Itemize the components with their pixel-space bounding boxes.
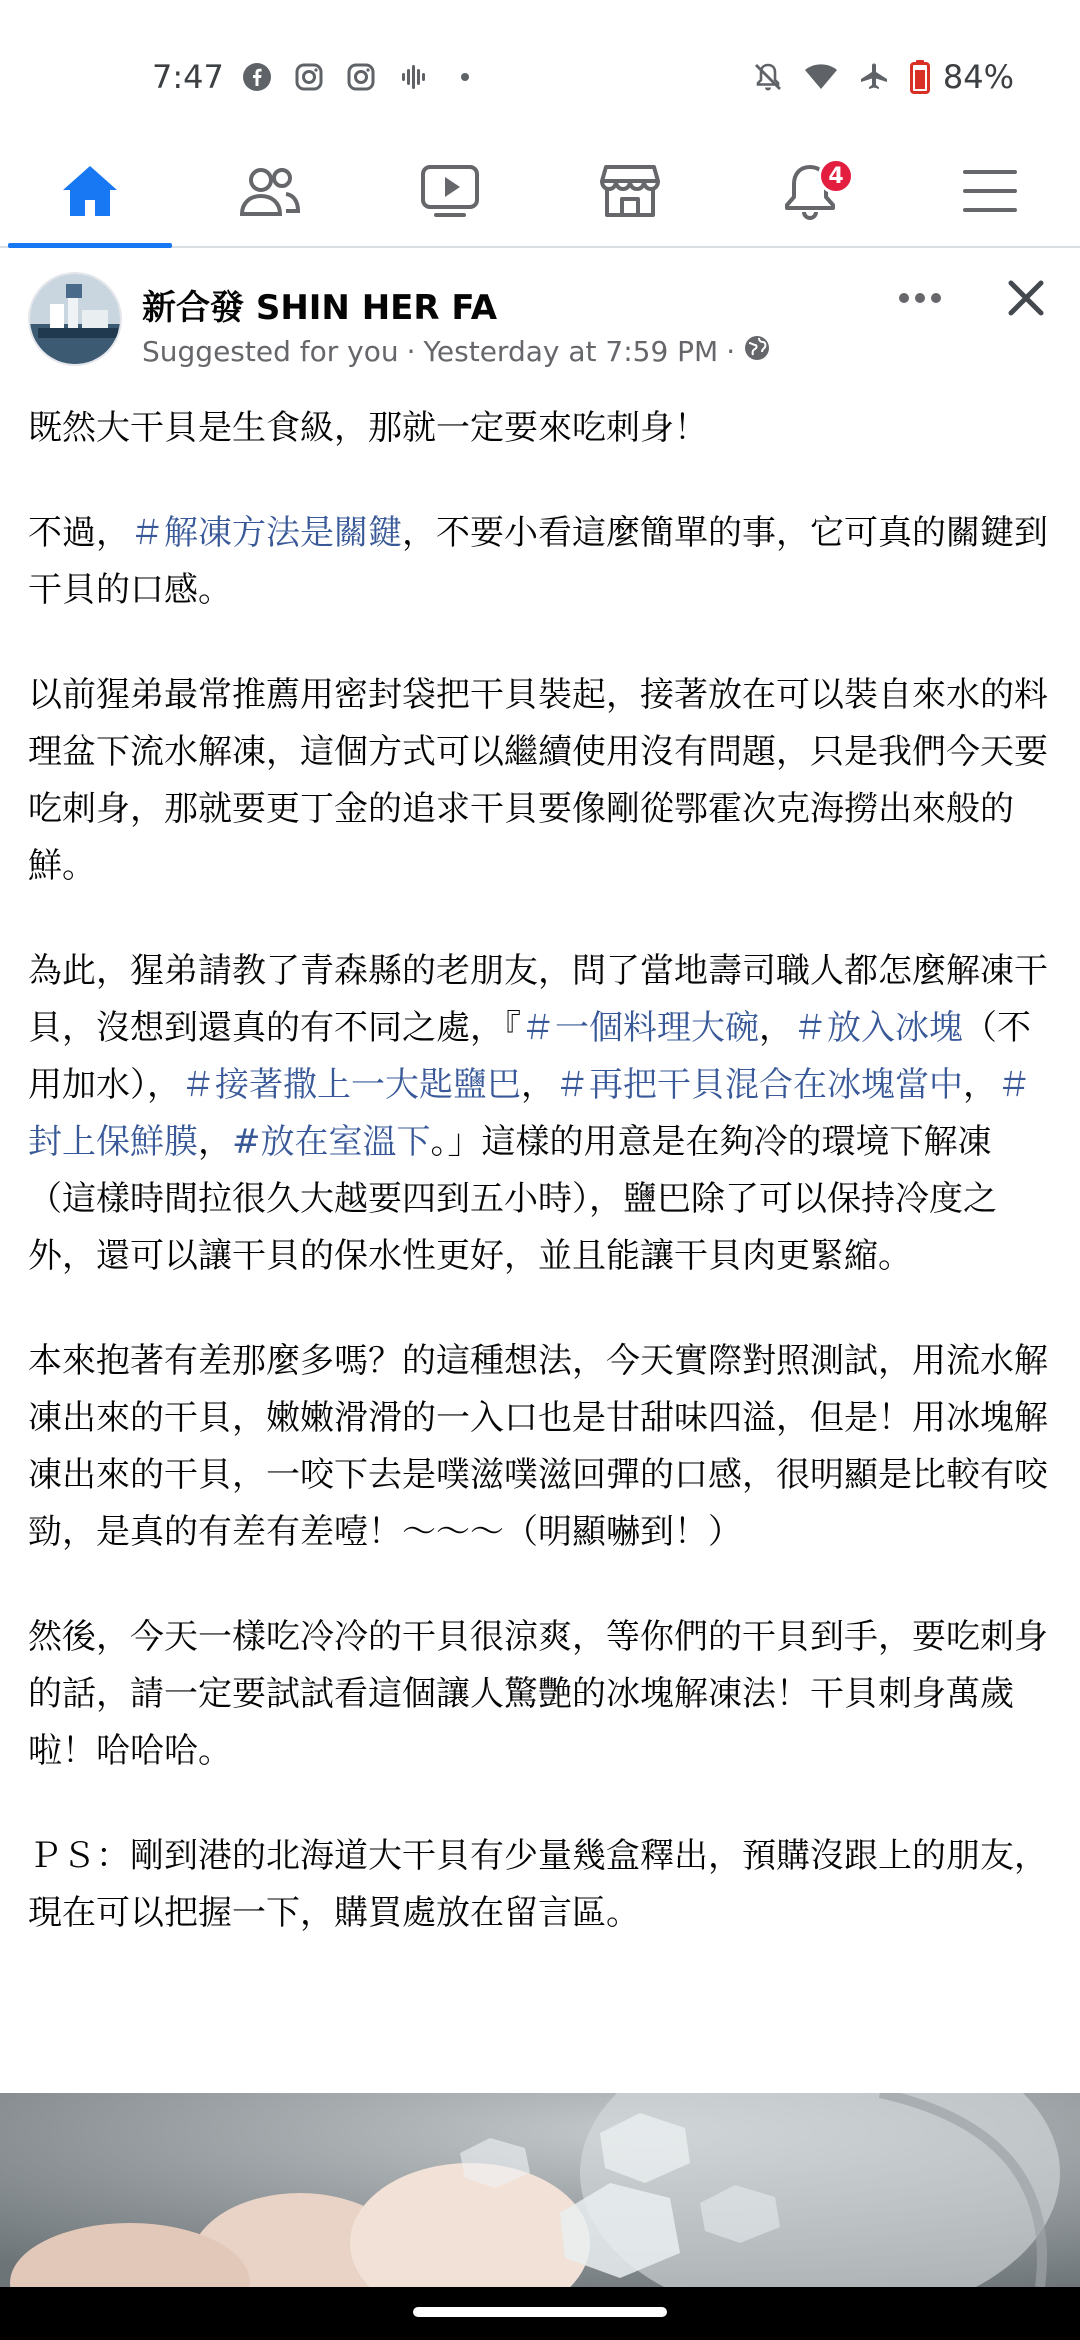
mute-icon <box>752 61 784 97</box>
post-text-segment: ，不要小看這麼簡單的事，它可真的關鍵到干貝的口感。 <box>28 513 1048 610</box>
hashtag-link[interactable]: ＃一個料理大碗 <box>521 1008 759 1048</box>
suggested-label: Suggested for you <box>142 335 399 368</box>
airplane-icon <box>858 61 890 97</box>
post-text-segment: 。」這樣的用意是在夠冷的環境下解凍（這樣時間拉很久大越要四到五小時），鹽巴除了可以保持冷度之外，還可以讓干貝的保水性更好，並且能讓干貝肉更緊縮。 <box>28 1122 997 1276</box>
top-nav-bar <box>0 140 1080 248</box>
post-text-segment: 不過， <box>28 513 130 553</box>
post-paragraph <box>28 1333 1058 1561</box>
video-icon <box>420 164 480 222</box>
hashtag-link[interactable]: ＃解凍方法是關鍵 <box>130 513 402 553</box>
post-paragraph <box>28 1828 1058 1942</box>
hashtag-link[interactable]: ＃放入冰塊 <box>793 1008 963 1048</box>
post-text-segment: 然後，今天一樣吃冷冷的干貝很涼爽，等你們的干貝到手，要吃刺身的話，請一定要試試看這個讓人驚艷的冰塊解凍法！干貝刺身萬歲啦！哈哈哈。 <box>28 1617 1048 1771</box>
post-text <box>28 400 1058 1990</box>
status-notification-icons <box>240 60 482 94</box>
hashtag-link[interactable]: ＃接著撒上一大匙鹽巴 <box>181 1065 521 1105</box>
home-gesture-handle[interactable] <box>413 2307 667 2317</box>
post-text-segment: 本來抱著有差那麼多嗎？的這種想法，今天實際對照測試，用流水解凍出來的干貝，嫩嫩滑滑的一入口也是甘甜味四溢，但是！用冰塊解凍出來的干貝，一咬下去是噗滋噗滋回彈的口感，很明顯是比較有咬勁，是真的有差有差噎！～～～（明顯嚇到！） <box>28 1341 1048 1552</box>
tab-home[interactable] <box>0 140 180 246</box>
more-options-button[interactable] <box>890 278 950 318</box>
meta-separator: · <box>406 335 416 368</box>
scallops-photo <box>0 2093 1080 2287</box>
post-text-segment: 既然大干貝是生食級，那就一定要來吃刺身！ <box>28 408 708 448</box>
wifi-icon <box>804 61 838 97</box>
globe-icon <box>743 334 771 369</box>
post-paragraph <box>28 943 1058 1285</box>
hashtag-link[interactable]: ＃封上保鮮膜 <box>28 1065 1031 1162</box>
post-meta <box>142 334 771 369</box>
post-paragraph <box>28 1609 1058 1780</box>
instagram-icon <box>344 60 378 94</box>
post-text-segment: ， <box>198 1122 232 1162</box>
page-name[interactable]: 新合發 SHIN HER FA <box>142 288 498 328</box>
battery-icon <box>910 60 930 98</box>
system-navigation-bar <box>0 2287 1080 2340</box>
battery-percent: 84% <box>942 58 1014 96</box>
post-text-segment: （不用加水）， <box>28 1008 1031 1105</box>
tab-menu[interactable] <box>900 140 1080 246</box>
notification-badge: 4 <box>818 158 854 194</box>
status-bar <box>0 0 1080 140</box>
tab-marketplace[interactable] <box>540 140 720 246</box>
post-text-segment: 以前猩弟最常推薦用密封袋把干貝裝起，接著放在可以裝自來水的料理盆下流水解凍，這個方式可以繼續使用沒有問題，只是我們今天要吃刺身，那就要更丁金的追求干貝要像剛從鄂霍次克海撈出來般的鮮。 <box>28 675 1048 886</box>
podcast-icon <box>396 60 430 94</box>
post-header <box>0 268 1080 388</box>
store-icon <box>600 163 660 223</box>
meta-separator: · <box>726 335 736 368</box>
post-paragraph <box>28 667 1058 895</box>
tab-friends[interactable] <box>180 140 360 246</box>
home-icon <box>60 163 120 223</box>
hashtag-link[interactable]: ＃再把干貝混合在冰塊當中 <box>555 1065 963 1105</box>
tab-notifications[interactable] <box>720 140 900 246</box>
friends-icon <box>239 165 301 221</box>
hide-post-button[interactable] <box>998 272 1054 328</box>
more-icon <box>899 293 909 303</box>
tab-watch[interactable] <box>360 140 540 246</box>
post-text-segment: 為此，猩弟請教了青森縣的老朋友，問了當地壽司職人都怎麼解凍干貝，沒想到還真的有不同之處，『 <box>28 951 1048 1048</box>
post-paragraph <box>28 505 1058 619</box>
post-text-segment: ， <box>963 1065 997 1105</box>
post-text-segment: ＰＳ：剛到港的北海道大干貝有少量幾盒釋出，預購沒跟上的朋友，現在可以把握一下，購買處放在留言區。 <box>28 1836 1048 1933</box>
dot-icon <box>448 60 482 94</box>
post-text-segment: ， <box>759 1008 793 1048</box>
hashtag-link[interactable]: #放在室溫下 <box>232 1122 431 1162</box>
post-text-segment: ， <box>521 1065 555 1105</box>
post-timestamp[interactable]: Yesterday at 7:59 PM <box>423 335 719 368</box>
status-system-icons <box>752 60 930 98</box>
instagram-icon <box>292 60 326 94</box>
post-photo[interactable] <box>0 2093 1080 2287</box>
status-time: 7:47 <box>152 58 224 96</box>
page-avatar[interactable] <box>28 272 122 366</box>
close-icon <box>1006 278 1046 322</box>
menu-icon <box>962 168 1018 218</box>
post-paragraph <box>28 400 1058 457</box>
facebook-icon <box>240 60 274 94</box>
